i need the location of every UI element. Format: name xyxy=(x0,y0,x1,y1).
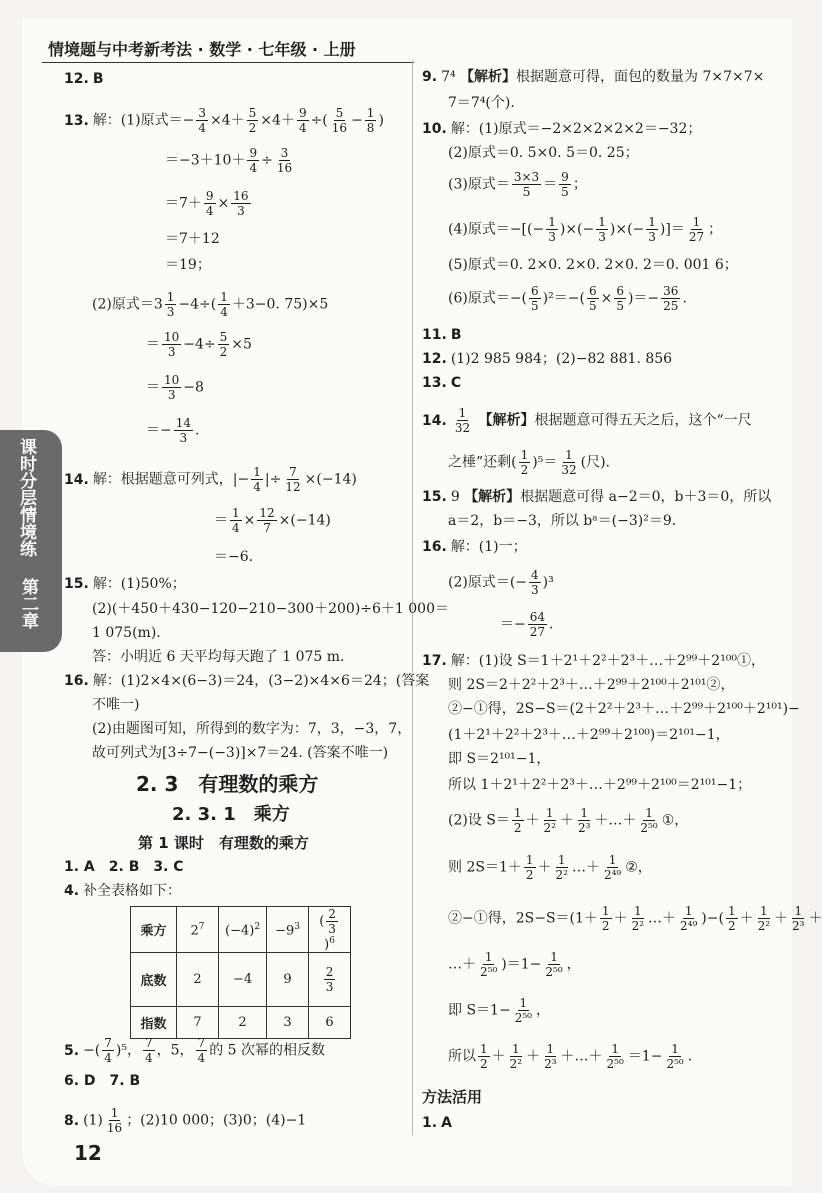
answer-9-line1: 9. 7⁴ 【解析】根据题意可得，面包的数量为 7×7×7× xyxy=(422,69,765,85)
method-title: 方法活用 xyxy=(422,1088,483,1106)
side-tab-label: 课时分层情境练 xyxy=(16,438,36,557)
answer-13-line3: ＝7＋ $\frac{9}{4}$ × $\frac{16}{3}$ xyxy=(165,189,249,218)
answer-16-line1: 16. 解：(1)2×4×(6−3)＝24，(3−2)×4×6＝24；(答案 xyxy=(64,673,430,689)
answer-9-line2: 7＝7⁴(个). xyxy=(448,95,515,111)
answer-13-line8: ＝ $\frac{10}{3}$ −8 xyxy=(146,373,204,402)
answer-15-line4: 答：小明近 6 天平均每天跑了 1 075 m. xyxy=(92,649,345,665)
answer-13-line9: ＝− $\frac{14}{3}$ . xyxy=(146,416,200,445)
answer-16-right-line2: (2)原式＝(− $\frac{4}{3}$ )³ xyxy=(448,568,554,597)
section-title: 2. 3 有理数的乘方 xyxy=(136,772,319,796)
answer-13-line1: 13. 解：(1)原式＝− $\frac{3}{4}$ ×4＋ $\frac{5}{2}$ ×4＋ $\frac{9}{4}$ ÷( $\frac{5}{16}$ − $\frac{1}{8}$ ) xyxy=(64,106,384,135)
answer-13-line4: ＝7＋12 xyxy=(165,231,220,247)
row-header-base: 底数 xyxy=(131,953,177,1007)
answer-4: 4. 补全表格如下： xyxy=(64,883,182,899)
answer-6-7: 6. D 7. B xyxy=(64,1073,141,1089)
answer-17-line3: ②−①得，2S−S＝(2＋2²＋2³＋…＋2⁹⁹＋2¹⁰⁰＋2¹⁰¹)− xyxy=(448,701,800,717)
answer-13-line5: ＝19； xyxy=(165,257,211,273)
page-number: 12 xyxy=(74,1141,102,1165)
answer-14-line2: ＝ $\frac{1}{4}$ × $\frac{12}{7}$ ×(−14) xyxy=(214,506,331,535)
subsection-title: 2. 3. 1 乘方 xyxy=(172,804,290,825)
power-cell-1: $2^7$ xyxy=(177,907,219,953)
answer-17-line5: 即 S＝2¹⁰¹−1， xyxy=(448,751,551,767)
answer-16-line4: 故可列式为[3÷7−(−3)]×7＝24. (答案不唯一) xyxy=(92,745,389,761)
answer-17-line10: …＋ $\frac{1}{\text{2⁵⁰}}$ )＝1− $\frac{1}{\text{2⁵⁰}}$ ， xyxy=(448,950,581,979)
power-cell-3: $-9^3$ xyxy=(267,907,309,953)
answer-17-line11: 即 S＝1− $\frac{1}{\text{2⁵⁰}}$ ， xyxy=(448,996,550,1025)
answer-17-line8: 则 2S＝1＋ $\frac{1}{2}$ ＋ $\frac{1}{\text{2²}}$ …＋ $\frac{1}{\text{2⁴⁹}}$ ②， xyxy=(448,853,652,882)
answer-17-line9: ②−①得，2S−S＝(1＋ $\frac{1}{2}$ ＋ $\frac{1}{\text{2²}}$ …＋ $\frac{1}{\text{2⁴⁹}}$ )−( $\frac{1}{2}$ ＋ $\frac{1}{\text{2²}}$ ＋ $\frac{1}{\text{2³}}$ ＋ xyxy=(448,904,822,933)
answer-16-right-line1: 16. 解：(1)一； xyxy=(422,539,527,555)
answer-15-right-line1: 15. 9 【解析】根据题意可得 a−2＝0，b＋3＝0，所以 xyxy=(422,489,772,505)
answer-10-line2: (2)原式＝0. 5×0. 5＝0. 25； xyxy=(448,145,639,161)
answer-17-line6: 所以 1＋2¹＋2²＋2³＋…＋2⁹⁹＋2¹⁰⁰＝2¹⁰¹−1； xyxy=(448,777,752,793)
exponent-cell-4: 6 xyxy=(309,1007,351,1039)
answer-17-line4: (1＋2¹＋2²＋2³＋…＋2⁹⁹＋2¹⁰⁰)＝2¹⁰¹−1， xyxy=(448,727,730,743)
answer-14-right-line2: 之棰”还剩( $\frac{1}{2}$ )⁵＝ $\frac{1}{32}$ (尺). xyxy=(448,448,610,477)
answer-17-line7: (2)设 S＝ $\frac{1}{2}$ ＋ $\frac{1}{\text{2²}}$ ＋ $\frac{1}{\text{2³}}$ ＋…＋ $\frac{1}{\text{2⁵⁰}}$ ①， xyxy=(448,806,689,835)
answer-1-3: 1. A 2. B 3. C xyxy=(64,859,184,875)
answer-13-line2: ＝−3＋10＋ $\frac{9}{4}$ ÷ $\frac{3}{16}$ xyxy=(165,146,293,175)
answer-10-line3: (3)原式＝ $\frac{3\times 3}{5}$ ＝ $\frac{9}{5}$ ； xyxy=(448,170,587,199)
answer-8: 8. (1) $\frac{1}{16}$ ；(2)10 000；(3)0；(4)−1 xyxy=(64,1106,307,1135)
answer-16-line2: 不唯一) xyxy=(92,697,140,713)
lesson-title: 第 1 课时 有理数的乘方 xyxy=(138,834,309,852)
answer-14-line3: ＝−6. xyxy=(214,549,254,565)
answer-12: 12. B xyxy=(64,71,104,87)
exponent-cell-2: 2 xyxy=(219,1007,267,1039)
method-answer-1: 1. A xyxy=(422,1115,452,1131)
answer-14-right-line1: 14. $\frac{1}{32}$ 【解析】根据题意可得五天之后，这个“一尺 xyxy=(422,406,752,435)
answer-15-right-line2: a＝2，b＝−3，所以 bᵃ＝(−3)²＝9. xyxy=(448,513,677,529)
base-cell-3: 9 xyxy=(267,953,309,1007)
row-header-power: 乘方 xyxy=(131,907,177,953)
power-cell-4: ( $\frac{2}{3}$ )$^6$ xyxy=(309,907,351,953)
answer-14-line1: 14. 解：根据题意可列式，|− $\frac{1}{4}$ |÷ $\frac{7}{12}$ ×(−14) xyxy=(64,465,357,494)
base-cell-4: $\frac{2}{3}$ xyxy=(309,953,351,1007)
answer-17-line2: 则 2S＝2＋2²＋2³＋…＋2⁹⁹＋2¹⁰⁰＋2¹⁰¹②， xyxy=(448,677,735,693)
header-divider xyxy=(42,62,414,63)
base-cell-1: 2 xyxy=(177,953,219,1007)
answer-5: 5. −( $\frac{7}{4}$ )⁵， $\frac{7}{4}$ ，5， $\frac{7}{4}$ 的 5 次幂的相反数 xyxy=(64,1036,325,1065)
answer-16-line3: (2)由题图可知，所得到的数字为：7，3，−3，7， xyxy=(92,721,412,737)
row-header-exponent: 指数 xyxy=(131,1007,177,1039)
answer-10-line4: (4)原式＝−[(− $\frac{1}{3}$ )×(− $\frac{1}{3}$ )×(− $\frac{1}{3}$ )]＝ $\frac{1}{27}$ ； xyxy=(448,215,723,244)
answer-10-line1: 10. 解：(1)原式＝−2×2×2×2×2＝−32； xyxy=(422,121,702,137)
answer-16-right-line3: ＝− $\frac{64}{27}$ . xyxy=(500,610,554,639)
power-table xyxy=(130,906,351,1039)
answer-15-line1: 15. 解：(1)50%； xyxy=(64,576,186,592)
exponent-cell-3: 3 xyxy=(267,1007,309,1039)
answer-15-line3: 1 075(m). xyxy=(92,625,161,641)
exponent-cell-1: 7 xyxy=(177,1007,219,1039)
power-cell-2: $(-4)^2$ xyxy=(219,907,267,953)
answer-10-line5: (5)原式＝0. 2×0. 2×0. 2×0. 2＝0. 001 6； xyxy=(448,257,738,273)
page-header: 情境题与中考新考法 · 数学 · 七年级 · 上册 xyxy=(48,40,356,59)
side-tab-chapter: 第二章 xyxy=(18,578,38,629)
answer-10-line6: (6)原式＝−( $\frac{6}{5}$ )²＝−( $\frac{6}{5}$ × $\frac{6}{5}$ )＝− $\frac{36}{25}$ . xyxy=(448,284,687,313)
answer-15-line2: (2)(＋450＋430−120−210−300＋200)÷6＋1 000＝ xyxy=(92,601,449,617)
answer-11: 11. B xyxy=(422,327,462,343)
answer-17-line12: 所以 $\frac{1}{2}$ ＋ $\frac{1}{\text{2²}}$ ＋ $\frac{1}{\text{2³}}$ ＋…＋ $\frac{1}{\text{2⁵⁰}}$ ＝1− $\frac{1}{\text{2⁵⁰}}$ . xyxy=(448,1042,693,1071)
answer-17-line1: 17. 解：(1)设 S＝1＋2¹＋2²＋2³＋…＋2⁹⁹＋2¹⁰⁰①， xyxy=(422,653,766,669)
answer-13-line7: ＝ $\frac{10}{3}$ −4÷ $\frac{5}{2}$ ×5 xyxy=(146,330,252,359)
column-divider xyxy=(412,60,413,1135)
answer-13-right: 13. C xyxy=(422,375,462,391)
answer-13-line6: (2)原式＝3 $\frac{1}{3}$ −4÷( $\frac{1}{4}$ ＋3−0. 75)×5 xyxy=(92,290,329,319)
answer-12-right: 12. (1)2 985 984；(2)−82 881. 856 xyxy=(422,351,673,367)
base-cell-2: −4 xyxy=(219,953,267,1007)
